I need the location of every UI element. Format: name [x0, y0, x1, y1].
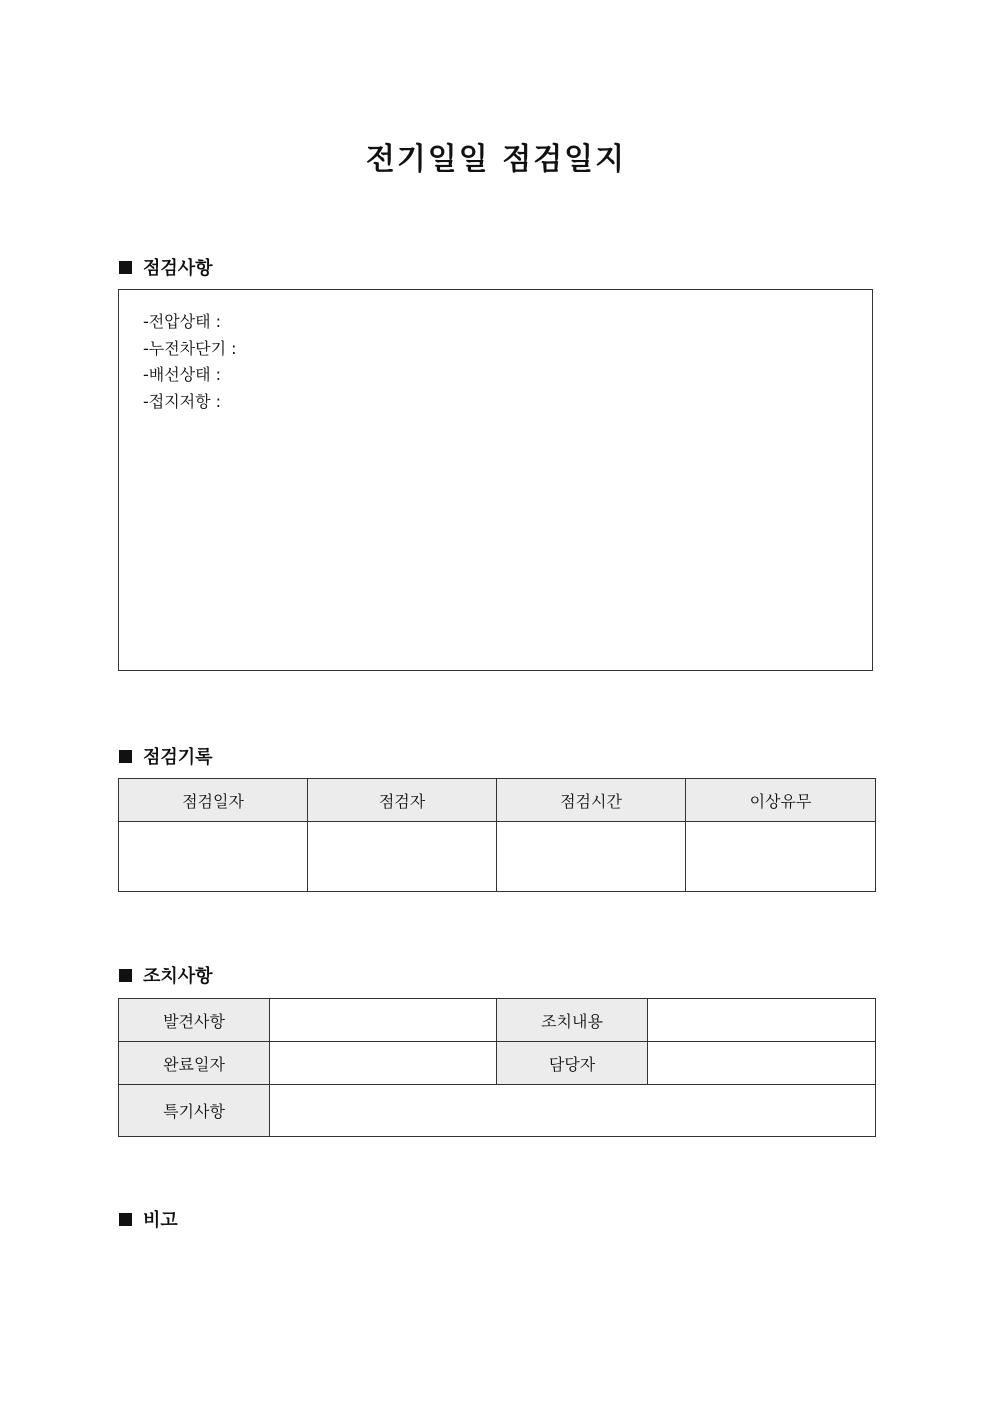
table-row: [119, 822, 876, 892]
action-details-value[interactable]: [648, 999, 876, 1042]
square-bullet-icon: [119, 750, 132, 763]
section-heading-inspection-items: [119, 254, 213, 280]
action-details-label: 조치내용: [497, 999, 648, 1042]
section-title: 점검사항: [143, 258, 213, 279]
inspection-time-cell[interactable]: [497, 822, 686, 892]
square-bullet-icon: [119, 261, 132, 274]
section-title: 조치사항: [143, 966, 213, 987]
completion-date-label: 완료일자: [119, 1042, 270, 1085]
table-row: [119, 1042, 876, 1085]
completion-date-value[interactable]: [270, 1042, 497, 1085]
inspection-date-cell[interactable]: [119, 822, 308, 892]
findings-value[interactable]: [270, 999, 497, 1042]
special-notes-label: 특기사항: [119, 1085, 270, 1137]
column-header-inspection-time: 점검시간: [497, 779, 686, 822]
table-header-row: [119, 779, 876, 822]
column-header-inspection-date: 점검일자: [119, 779, 308, 822]
abnormality-cell[interactable]: [686, 822, 876, 892]
person-in-charge-label: 담당자: [497, 1042, 648, 1085]
table-row: [119, 999, 876, 1042]
square-bullet-icon: [119, 1213, 132, 1226]
person-in-charge-value[interactable]: [648, 1042, 876, 1085]
inspection-items-box[interactable]: [118, 289, 873, 671]
column-header-abnormality: 이상유무: [686, 779, 876, 822]
section-heading-actions: [119, 962, 213, 988]
column-header-inspector: 점검자: [308, 779, 497, 822]
special-notes-value[interactable]: [270, 1085, 876, 1137]
voltage-status-line: -전압상태 :: [143, 312, 222, 331]
inspector-cell[interactable]: [308, 822, 497, 892]
section-title: 비고: [143, 1210, 178, 1231]
document-title: 전기일일 점검일지: [365, 142, 627, 177]
section-title: 점검기록: [143, 747, 213, 768]
wiring-status-line: -배선상태 :: [143, 365, 222, 384]
earth-leakage-breaker-line: -누전차단기 :: [143, 338, 237, 358]
findings-label: 발견사항: [119, 999, 270, 1042]
inspection-record-table: [118, 778, 876, 892]
section-heading-inspection-record: [119, 743, 213, 769]
section-heading-remarks: [119, 1206, 178, 1232]
square-bullet-icon: [119, 969, 132, 982]
actions-table: [118, 998, 876, 1137]
table-row: [119, 1085, 876, 1137]
ground-resistance-line: -접지저항 :: [143, 391, 222, 411]
